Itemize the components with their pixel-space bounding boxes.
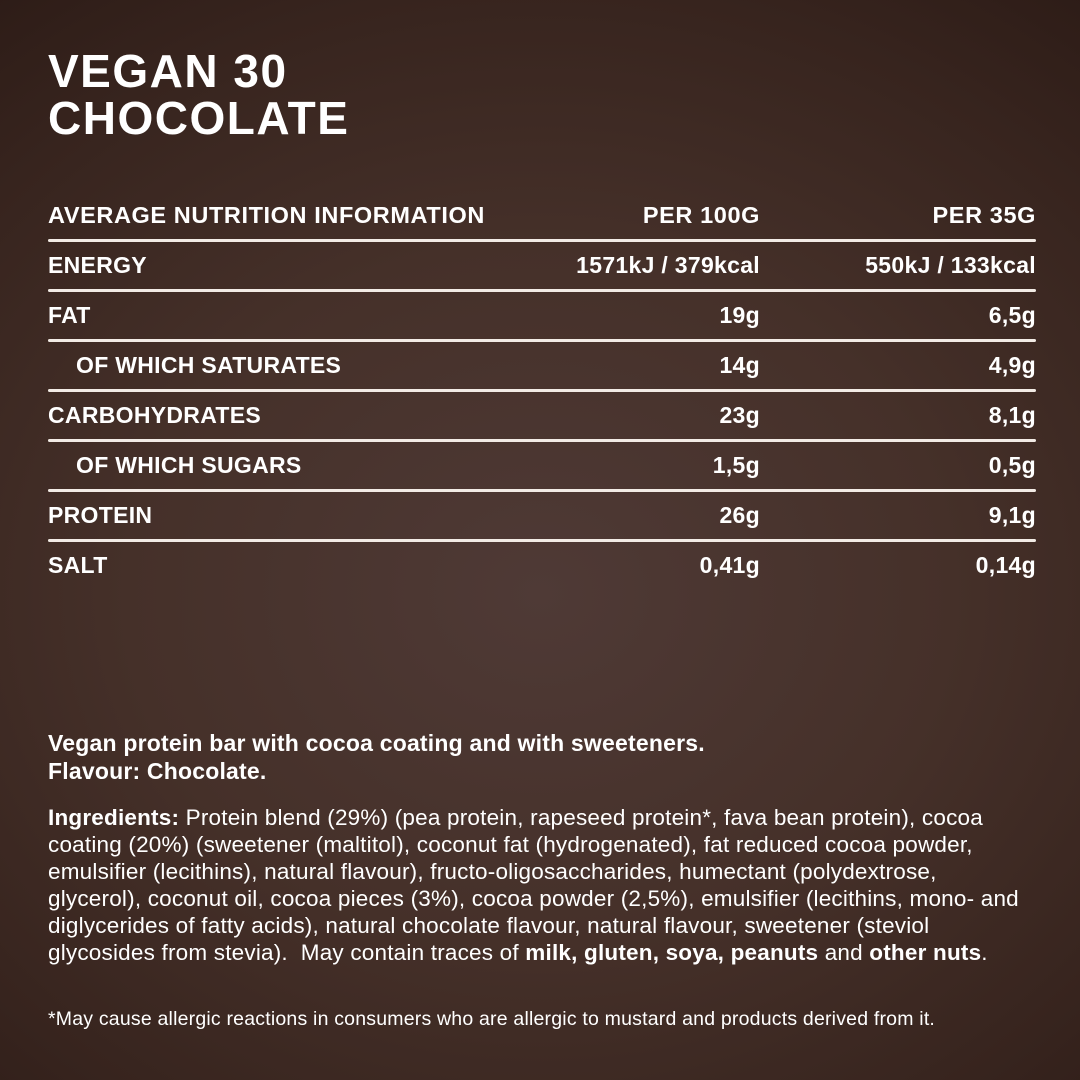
row-value-per-35g: 9,1g — [988, 502, 1036, 528]
table-row-energy — [48, 242, 1036, 289]
row-value-per-35g: 0,5g — [988, 452, 1036, 478]
row-value-per-100g: 1571kJ / 379kcal — [576, 252, 760, 278]
table-header-row — [48, 186, 1036, 239]
row-value-per-100g: 19g — [719, 302, 760, 328]
row-label: CARBOHYDRATES — [48, 402, 262, 428]
description-line-1: Vegan protein bar with cocoa coating and with sweeteners. — [48, 730, 705, 756]
row-value-per-35g: 4,9g — [988, 352, 1036, 378]
row-value-per-100g: 23g — [719, 402, 760, 428]
product-title — [48, 45, 350, 144]
table-row-saturates — [48, 342, 1036, 389]
row-value-per-100g: 14g — [719, 352, 760, 378]
header-per-35g: PER 35G — [932, 202, 1036, 228]
row-label: OF WHICH SUGARS — [76, 452, 302, 478]
row-value-per-100g: 1,5g — [712, 452, 760, 478]
row-label: ENERGY — [48, 252, 147, 278]
header-label: AVERAGE NUTRITION INFORMATION — [48, 202, 485, 228]
table-row-sugars — [48, 442, 1036, 489]
row-label: OF WHICH SATURATES — [76, 352, 342, 378]
row-value-per-100g: 26g — [719, 502, 760, 528]
table-row-fat — [48, 292, 1036, 339]
row-value-per-35g: 6,5g — [988, 302, 1036, 328]
table-row-carbohydrates — [48, 392, 1036, 439]
row-value-per-35g: 0,14g — [975, 552, 1036, 578]
table-row-protein — [48, 492, 1036, 539]
table-row-salt — [48, 542, 1036, 589]
row-label: SALT — [48, 552, 108, 578]
row-label: FAT — [48, 302, 91, 328]
row-value-per-35g: 8,1g — [988, 402, 1036, 428]
product-title-line-2: CHOCOLATE — [48, 92, 350, 144]
product-title-line-1: VEGAN 30 — [48, 45, 288, 97]
allergen-footnote: *May cause allergic reactions in consumers who are allergic to mustard and products derived from it. — [48, 1008, 936, 1030]
row-label: PROTEIN — [48, 502, 153, 528]
header-per-100g: PER 100G — [642, 202, 760, 228]
description-line-2: Flavour: Chocolate. — [48, 758, 267, 784]
row-value-per-35g: 550kJ / 133kcal — [865, 252, 1036, 278]
product-description — [48, 729, 1036, 785]
nutrition-table — [48, 186, 1036, 589]
ingredients-paragraph: Ingredients: Protein blend (29%) (pea protein, rapeseed protein*, fava bean protein), cocoa coating (20%) (sweetener (maltitol), coconut fat (hydrogenated), fat reduced cocoa powder, emulsifier (lecithins), natural flavour), fructo-oligosaccharides, humectant (polydextrose, glycerol), coconut oil, cocoa pieces (3%), cocoa powder (2,5%), emulsifier (lecithins, mono- and diglycerides of fatty acids), natural chocolate flavour, natural flavour, sweetener (steviol glycosides from stevia). May contain traces of milk, gluten, soya, peanuts and other nuts. — [48, 805, 1019, 965]
row-value-per-100g: 0,41g — [699, 552, 760, 578]
